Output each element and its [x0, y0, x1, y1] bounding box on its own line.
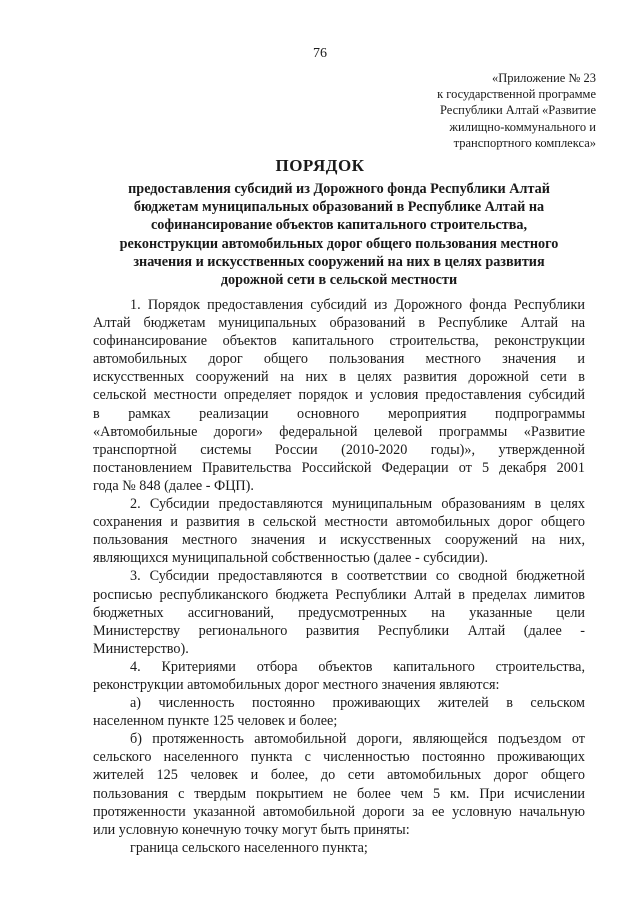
paragraph-3-line: Министерству регионального развития Республики Алтай (далее - [93, 622, 585, 639]
paragraph-2-line: 2. Субсидии предоставляются муниципальным образованиям в целях [130, 496, 585, 513]
paragraph-3-line: бюджетных ассигнований, предусмотренных на указанные цели [93, 604, 585, 621]
paragraph-2-line: пользования местного значения и искусственных сооружений на них, [93, 532, 585, 549]
item-a-line: населенном пункте 125 человек и более; [93, 713, 338, 730]
paragraph-1-line: в рамках реализации основного мероприятия подпрограммы [93, 405, 585, 422]
item-b-line: или условную конечную точку могут быть приняты: [93, 821, 410, 838]
subtitle-line: дорожной сети в сельской местности [220, 272, 458, 289]
subtitle-line: предоставления субсидий из Дорожного фонда Республики Алтай [128, 181, 550, 197]
subtitle-line: значения и искусственных сооружений на них в целях развития [133, 253, 545, 270]
subtitle-line: реконструкции автомобильных дорог общего пользования местного [119, 235, 559, 252]
appendix-note [400, 70, 596, 151]
appendix-line: жилищно-коммунального и [449, 119, 596, 134]
paragraph-1-line: Алтай бюджетам муниципальных образований в Республике Алтай на [93, 315, 585, 332]
document-subtitle [100, 180, 578, 289]
paragraph-3-line: 3. Субсидии предоставляются в соответствии со сводной бюджетной [130, 568, 585, 585]
paragraph-1-line: «Автомобильные дороги» федеральной целевой программы «Развитие [93, 423, 585, 440]
paragraph-4-line: реконструкции автомобильных дорог местного значения являются: [93, 676, 500, 693]
paragraph-1-line: постановлением Правительства Российской Федерации от 5 декабря 2001 [93, 459, 585, 476]
item-a-line: а) численность постоянно проживающих жителей в сельском [130, 695, 585, 712]
paragraph-3-line: Министерство). [93, 640, 189, 657]
paragraph-1-line: сельской местности определяет порядок и условия предоставления субсидий [93, 387, 585, 404]
item-b-line: б) протяженность автомобильной дороги, являющейся подъездом от [130, 731, 585, 748]
paragraph-1-line: года № 848 (далее - ФЦП). [93, 477, 254, 494]
subtitle-line: софинансирование объектов капитального строительства, [150, 217, 528, 234]
item-b-line: протяженности указанной автомобильной дороги за ее условную начальную [93, 803, 585, 820]
document-body [93, 296, 585, 857]
paragraph-1-line: автомобильных дорог общего пользования местного значения и [93, 351, 585, 368]
appendix-line: «Приложение № 23 [491, 71, 596, 85]
appendix-line: транспортного комплекса» [453, 135, 596, 150]
paragraph-1-line: 1. Порядок предоставления субсидий из Дорожного фонда Республики [130, 297, 585, 313]
subtitle-line: бюджетам муниципальных образований в Республике Алтай на [133, 199, 545, 216]
item-b-line: пользования с твердым покрытием не более чем 5 км. При исчислении [93, 785, 585, 802]
paragraph-2-line: являющихся муниципальной собственностью (далее - субсидии). [93, 550, 489, 567]
paragraph-1-line: софинансирование объектов капитального строительства, реконструкции [93, 333, 585, 350]
appendix-line: Республики Алтай «Развитие [439, 103, 596, 118]
paragraph-1-line: транспортной системы России (2010-2020 годы)», утвержденной [93, 441, 585, 458]
paragraph-4-line: 4. Критериями отбора объектов капитального строительства, [130, 658, 585, 675]
appendix-line: к государственной программе [437, 87, 596, 102]
paragraph-2-line: сохранения и развития в сельской местности автомобильных дорог общего [93, 514, 585, 531]
item-b-line: сельского населенного пункта с численностью постоянно проживающих [93, 749, 585, 766]
page-number: 76 [313, 46, 327, 61]
paragraph-1-line: искусственных сооружений на них в целях развития дорожной сети в [93, 369, 585, 386]
list-item-line: граница сельского населенного пункта; [130, 839, 368, 856]
item-b-line: жителей 125 человек и более, до сети автомобильных дорог общего [93, 767, 585, 784]
paragraph-3-line: росписью республиканского бюджета Республики Алтай в пределах лимитов [93, 586, 585, 603]
document-title: ПОРЯДОК [275, 156, 365, 175]
